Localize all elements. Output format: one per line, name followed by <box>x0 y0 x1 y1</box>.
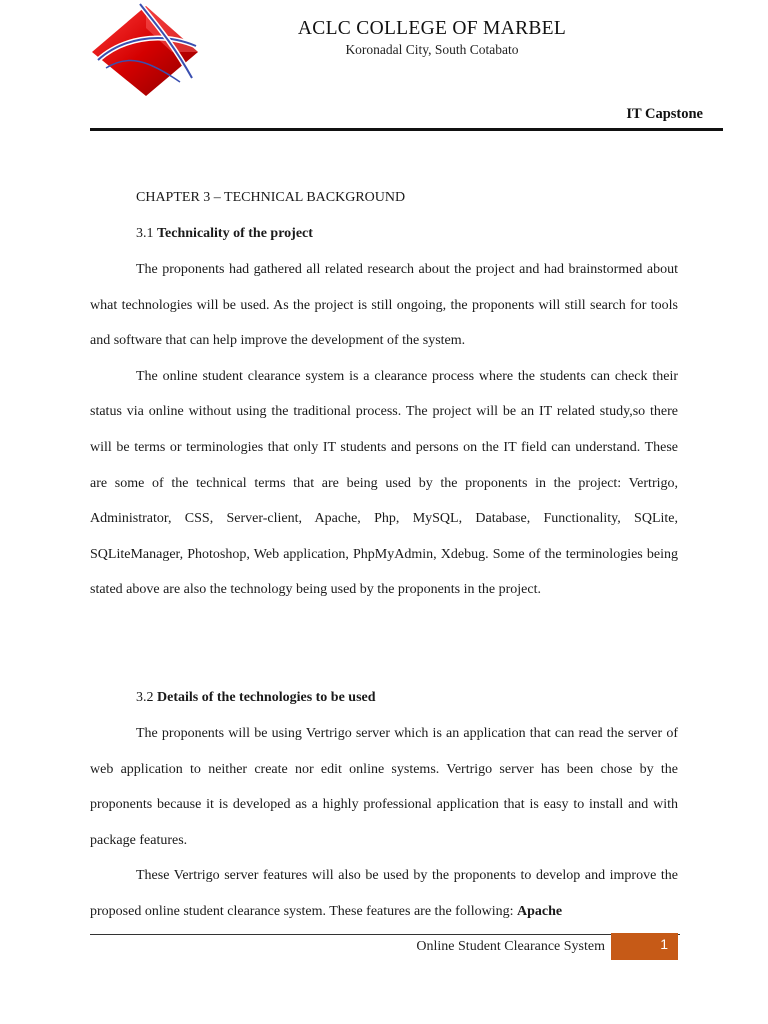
header-divider <box>90 128 723 131</box>
section-heading-3-2 <box>136 686 376 710</box>
page-number: 1 <box>660 936 668 952</box>
section-heading-3-1 <box>136 222 313 246</box>
footer-title: Online Student Clearance System <box>416 939 605 954</box>
college-name: ACLC COLLEGE OF MARBEL <box>297 18 567 39</box>
section-title: Details of the technologies to be used <box>157 690 376 705</box>
chapter-title: CHAPTER 3 – TECHNICAL BACKGROUND <box>136 190 406 205</box>
section-number: 3.1 <box>136 226 154 241</box>
section-title: Technicality of the project <box>157 226 313 241</box>
section-number: 3.2 <box>136 690 154 705</box>
paragraph <box>90 858 678 929</box>
course-label: IT Capstone <box>626 106 703 122</box>
section-3-2-body <box>90 716 678 930</box>
section-3-1-body <box>90 252 678 608</box>
bold-term: Apache <box>517 903 563 919</box>
footer-divider <box>90 934 680 935</box>
page-number-box <box>611 933 678 960</box>
paragraph: The proponents had gathered all related research about the project and had brainstormed about what technologies will be used. As the project is still ongoing, the proponents will still search for tools and software that can help improve the development of the system. <box>90 262 678 349</box>
paragraph-text: These Vertrigo server features will also be used by the proponents to develop and improve the proposed online student clearance system. These features are the following: <box>90 868 678 919</box>
paragraph: The proponents will be using Vertrigo server which is an application that can read the server of web application to neither create nor edit online systems. Vertrigo server has been chose by the proponents because it is developed as a highly professional application that is easy to install and with package features. <box>90 726 678 848</box>
paragraph: The online student clearance system is a clearance process where the students can check their status via online without using the traditional process. The project will be an IT related study,so there will be terms or terminologies that only IT students and persons on the IT field can understand. These are some of the technical terms that are being used by the proponents in the project: Vertrigo, Administrator, CSS, Server-client, Apache, Php, MySQL, Database, Functionality, SQLite, SQLiteManager, Photoshop, Web application, PhpMyAdmin, Xdebug. Some of the terminologies being stated above are also the technology being used by the proponents in the project. <box>90 368 678 598</box>
college-location: Koronadal City, South Cotabato <box>345 42 519 57</box>
